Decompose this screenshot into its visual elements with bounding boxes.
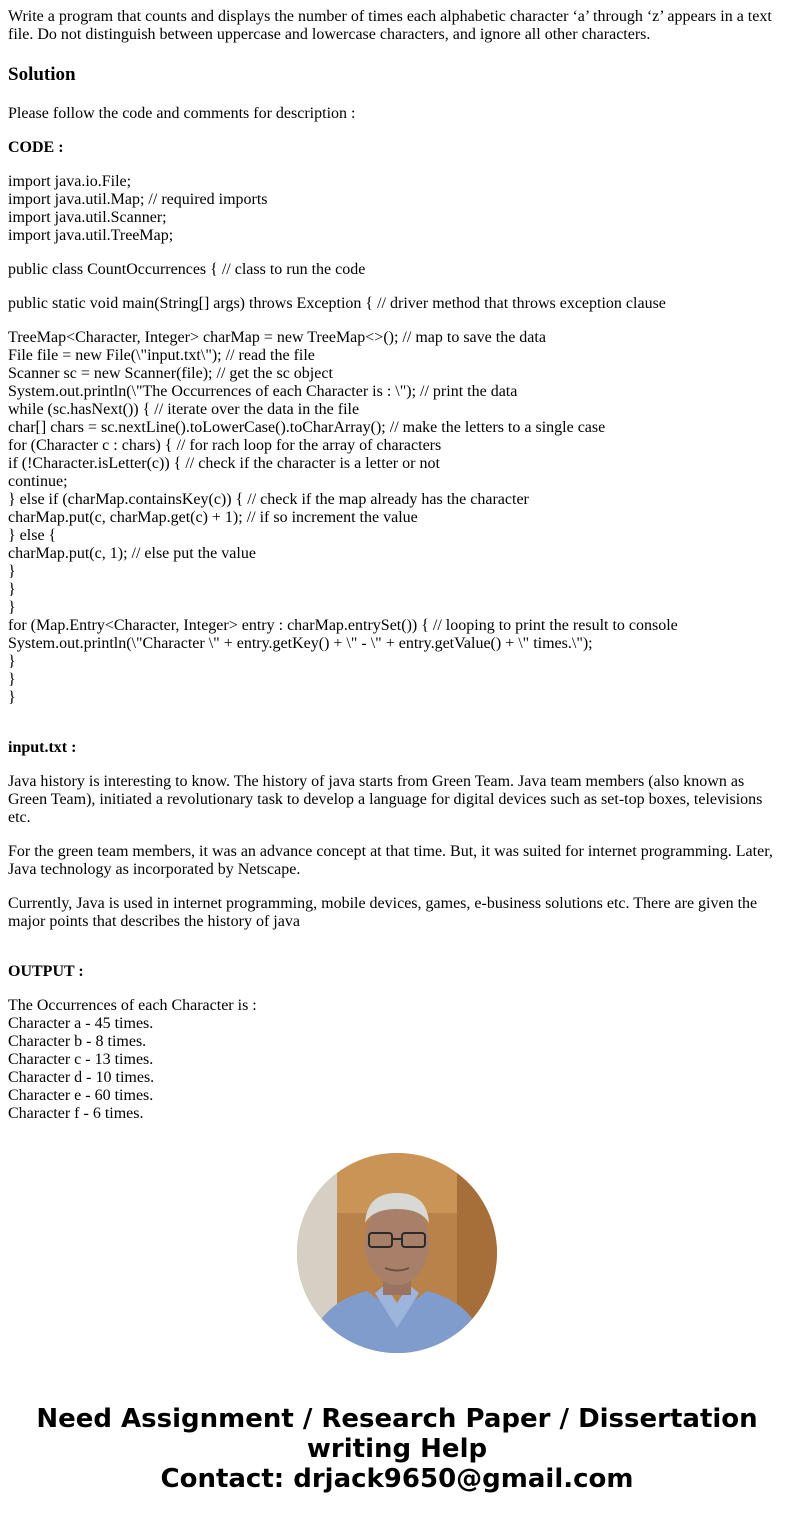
code-line: File file = new File(\"input.txt\"); // read the file (8, 347, 315, 364)
input-paragraph: Java history is interesting to know. The history of java starts from Green Team. Java team members (also known as Green Team), initiated a revolutionary task to develop a language for digital devices such as set-top boxes, televisions etc. (8, 773, 763, 826)
code-line: public class CountOccurrences { // class to run the code (8, 261, 366, 278)
code-line: } (8, 581, 16, 598)
output-line: Character e - 60 times. (8, 1087, 154, 1104)
code-body (8, 329, 786, 707)
output-line: Character a - 45 times. (8, 1015, 154, 1032)
avatar (297, 1153, 497, 1353)
advertisement-banner (0, 1404, 794, 1494)
code-line: import java.util.Map; // required imports (8, 191, 268, 208)
code-line: char[] chars = sc.nextLine().toLowerCase().toCharArray(); // make the letters to a single case (8, 419, 606, 436)
code-line: } (8, 599, 16, 616)
input-label: input.txt : (8, 739, 77, 756)
code-label: CODE : (8, 139, 64, 156)
code-line: for (Character c : chars) { // for rach loop for the array of characters (8, 437, 442, 454)
code-line: } (8, 563, 16, 580)
code-class-line (8, 261, 786, 279)
code-line: continue; (8, 473, 68, 490)
code-line: import java.io.File; (8, 173, 132, 190)
code-line: Scanner sc = new Scanner(file); // get the sc object (8, 365, 333, 382)
code-line: } (8, 689, 16, 706)
code-main-line (8, 295, 786, 313)
code-imports (8, 173, 786, 245)
ad-line: Need Assignment / Research Paper / Dissertation (36, 1404, 758, 1434)
output-line: Character d - 10 times. (8, 1069, 155, 1086)
ad-line: writing Help (306, 1434, 488, 1464)
code-line: for (Map.Entry<Character, Integer> entry : charMap.entrySet()) { // looping to print the result to console (8, 617, 678, 634)
output-line: Character c - 13 times. (8, 1051, 154, 1068)
code-line: } else if (charMap.containsKey(c)) { // check if the map already has the character (8, 491, 529, 508)
code-line: } (8, 671, 16, 688)
blank-line (8, 723, 786, 739)
code-line: import java.util.Scanner; (8, 209, 167, 226)
input-paragraph: For the green team members, it was an advance concept at that time. But, it was suited for internet programming. Later, Java technology as incorporated by Netscape. (8, 843, 773, 878)
code-line: charMap.put(c, charMap.get(c) + 1); // if so increment the value (8, 509, 418, 526)
question-text: Write a program that counts and displays the number of times each alphabetic character ‘a’ through ‘z’ appears in a text file. Do not distinguish between uppercase and lowercase characters, and ignore all other characters. (8, 8, 772, 43)
output-line: Character b - 8 times. (8, 1033, 147, 1050)
ad-contact: Contact: drjack9650@gmail.com (160, 1464, 634, 1494)
solution-heading: Solution (8, 64, 76, 85)
code-line: System.out.println(\"The Occurrences of each Character is : \"); // print the data (8, 383, 518, 400)
output-line: The Occurrences of each Character is : (8, 997, 257, 1014)
blank-line (8, 947, 786, 963)
output-label: OUTPUT : (8, 963, 84, 980)
output-block (8, 997, 786, 1123)
input-paragraph: Currently, Java is used in internet programming, mobile devices, games, e-business solutions etc. There are given the major points that describes the history of java (8, 895, 758, 930)
description-text: Please follow the code and comments for description : (8, 105, 356, 122)
output-line: Character f - 6 times. (8, 1105, 144, 1122)
code-line: import java.util.TreeMap; (8, 227, 174, 244)
code-line: } else { (8, 527, 57, 544)
avatar-portrait (297, 1153, 497, 1353)
code-line: public static void main(String[] args) throws Exception { // driver method that throws exception clause (8, 295, 666, 312)
document-page (8, 8, 786, 1123)
code-line: charMap.put(c, 1); // else put the value (8, 545, 256, 562)
code-line: } (8, 653, 16, 670)
code-line: if (!Character.isLetter(c)) { // check if the character is a letter or not (8, 455, 440, 472)
code-line: System.out.println(\"Character \" + entry.getKey() + \" - \" + entry.getValue() + \" times.\"); (8, 635, 593, 652)
code-line: while (sc.hasNext()) { // iterate over the data in the file (8, 401, 360, 418)
code-line: TreeMap<Character, Integer> charMap = new TreeMap<>(); // map to save the data (8, 329, 546, 346)
